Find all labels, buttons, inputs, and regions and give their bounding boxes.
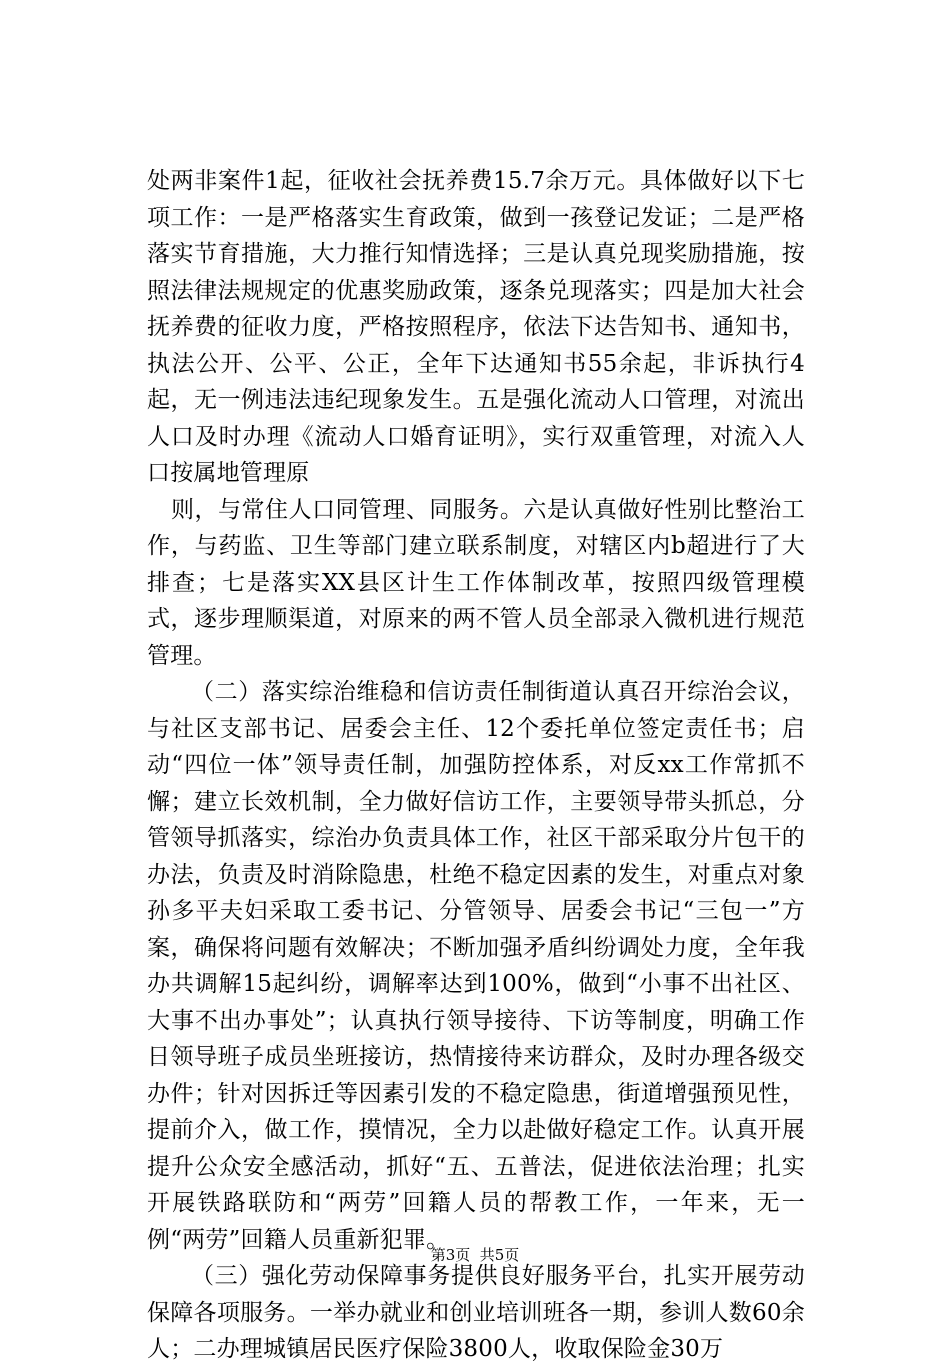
page-number: 第3页 共5页 bbox=[430, 1246, 520, 1264]
page-footer bbox=[0, 1245, 950, 1265]
paragraph-continuation: 处两非案件1起，征收社会抚养费15.7余万元。具体做好以下七项工作：一是严格落实生育政策，做到一孩登记发证；二是严格落实节育措施，大力推行知情选择；三是认真兑现奖励措施，按照法律法规规定的优惠奖励政策，逐条兑现落实；四是加大社会抚养费的征收力度，严格按照程序，依法下达告知书、通知书，执法公开、公平、公正，全年下达通知书55余起，非诉执行4起，无一例违法违纪现象发生。五是强化流动人口管理，对流出人口及时办理《流动人口婚育证明》，实行双重管理，对流入人口按属地管理原 bbox=[147, 168, 805, 486]
paragraph-gender-ratio: 则，与常住人口同管理、同服务。六是认真做好性别比整治工作，与药监、卫生等部门建立联系制度，对辖区内b超进行了大排查；七是落实XX县区计生工作体制改革，按照四级管理模式，逐步理顺渠道，对原来的两不管人员全部录入微机进行规范管理。 bbox=[147, 496, 805, 669]
paragraph-section-3: （三）强化劳动保障事务提供良好服务平台，扎实开展劳动保障各项服务。一举办就业和创业培训班各一期，参训人数60余人；二办理城镇居民医疗保险3800人，收取保险金30万 bbox=[147, 1263, 805, 1362]
paragraph-section-2: （二）落实综治维稳和信访责任制街道认真召开综治会议，与社区支部书记、居委会主任、12个委托单位签定责任书；启动“四位一体”领导责任制，加强防控体系，对反xx工作常抓不懈；建立长效机制，全力做好信访工作，主要领导带头抓总，分管领导抓落实，综治办负责具体工作，社区干部采取分片包干的办法，负责及时消除隐患，杜绝不稳定因素的发生，对重点对象孙多平夫妇采取工委书记、分管领导、居委会书记“三包一”方案，确保将问题有效解决；不断加强矛盾纠纷调处力度，全年我办共调解15起纠纷，调解率达到100%，做到“小事不出社区、大事不出办事处”；认真执行领导接待、下访等制度，明确工作日领导班子成员坐班接访，热情接待来访群众，及时办理各级交办件；针对因拆迁等因素引发的不稳定隐患，街道增强预见性，提前介入，做工作，摸情况，全力以赴做好稳定工作。认真开展提升公众安全感活动，抓好“五、五普法，促进依法治理；扎实开展铁路联防和“两劳”回籍人员的帮教工作，一年来，无一例“两劳”回籍人员重新犯罪。 bbox=[147, 679, 805, 1253]
body-text bbox=[147, 163, 805, 1368]
